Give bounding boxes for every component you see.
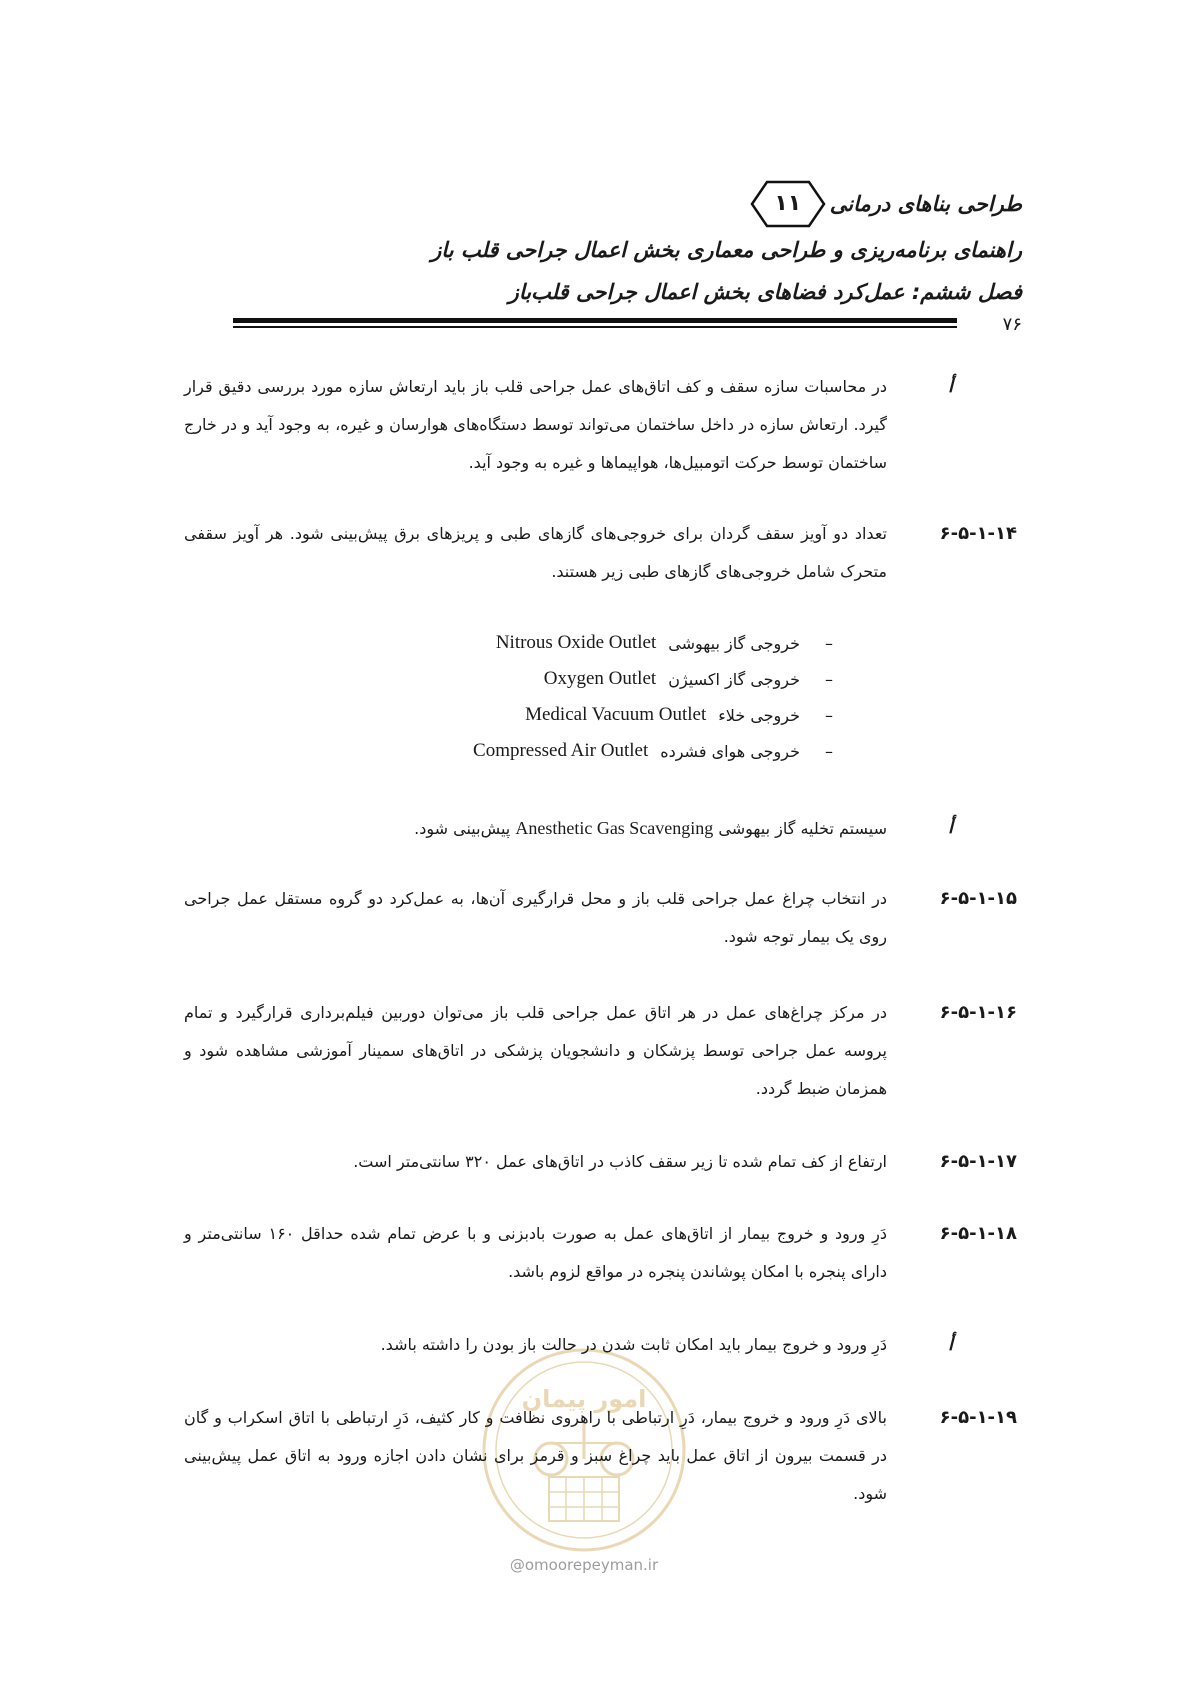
book-title: طراحی بناهای درمانی — [829, 192, 1022, 216]
clause-block — [184, 994, 1017, 1108]
page-number: ۷۶ — [1002, 314, 1022, 335]
chapter-title: فصل ششم: عمل‌کرد فضاهای بخش اعمال جراحی قلب‌باز — [508, 280, 1022, 304]
clause-block — [184, 1326, 1017, 1364]
clause-block — [184, 368, 1017, 482]
dash-bullet: – — [825, 669, 833, 689]
clause-text-after: پیش‌بینی شود. — [414, 819, 511, 838]
watermark-logo-text: امور پیمان — [521, 1385, 647, 1413]
clause-term-en: Anesthetic Gas Scavenging — [515, 818, 714, 838]
clause-text: در انتخاب چراغ عمل جراحی قلب باز و محل قرارگیری آن‌ها، به عمل‌کرد دو گروه مستقل عمل جراحی روی یک بیمار توجه شود. — [184, 889, 887, 946]
outlet-name-fa: خروجی گاز اکسیژن — [668, 669, 800, 689]
clause-text: در مرکز چراغ‌های عمل در هر اتاق عمل جراحی قلب باز می‌توان دوربین فیلم‌برداری قرارگیرد و تمام پروسه عمل جراحی توسط پزشکان و دانشجویان پزشکی در اتاق‌های سمینار آموزشی مشاهده شود و همزمان ضبط گردد. — [184, 1003, 887, 1098]
header-rule-thin — [233, 326, 957, 328]
watermark-site: @omoorepeyman.ir — [509, 1556, 659, 1574]
clause-text — [184, 809, 887, 848]
list-item — [184, 661, 836, 697]
gas-outlet-list — [184, 625, 1017, 769]
clause-number: ۶-۵-۱-۱۵ — [939, 888, 1017, 909]
clause-text: دَرِ ورود و خروج بیمار باید امکان ثابت شدن در حالت باز بودن را داشته باشد. — [380, 1335, 887, 1354]
clause-block — [184, 1143, 1017, 1181]
outlet-name-en: Compressed Air Outlet — [473, 740, 649, 761]
header-line-book — [431, 180, 1022, 228]
clause-block — [184, 1399, 1017, 1513]
clause-text: در محاسبات سازه سقف و کف اتاق‌های عمل جراحی قلب باز باید ارتعاش سازه مورد بررسی دقیق قرار گیرد. ارتعاش سازه در داخل ساختمان می‌تواند توسط دستگاه‌های هوارسان و غیره، به وجود آید و در خارج ساختمان توسط حرکت اتومبیل‌ها، هواپیماها و غیره به وجود آید. — [184, 377, 887, 472]
list-item — [184, 697, 836, 733]
clause-marker: أ — [947, 376, 953, 397]
dash-bullet: – — [825, 633, 833, 653]
clause-block — [184, 880, 1017, 956]
clause-number: ۶-۵-۱-۱۴ — [939, 523, 1017, 544]
running-header — [431, 180, 1022, 312]
outlet-name-fa: خروجی گاز بیهوشی — [668, 633, 800, 653]
dash-bullet: – — [825, 741, 833, 761]
clause-block — [184, 515, 1017, 591]
list-item — [184, 625, 836, 661]
clause-marker: أ — [947, 817, 953, 838]
clause-block — [184, 1215, 1017, 1291]
clause-text-before: سیستم تخلیه گاز بیهوشی — [718, 819, 887, 838]
clause-text: بالای دَرِ ورود و خروج بیمار، دَرِ ارتباطی با راهروی نظافت و کار کثیف، دَرِ ارتباطی با اتاق اسکراب و گان در قسمت بیرون از اتاق عمل باید چراغ سبز و قرمز برای نشان دادن اجازه ورود به اتاق عمل پیش‌بینی شود. — [184, 1408, 887, 1503]
clause-text: دَرِ ورود و خروج بیمار از اتاق‌های عمل به صورت بادبزنی و با عرض تمام شده حداقل ۱۶۰ سانتی‌متر و دارای پنجره با امکان پوشاندن پنجره در مواقع لزوم باشد. — [184, 1224, 887, 1281]
clause-number: ۶-۵-۱-۱۸ — [939, 1223, 1017, 1244]
clause-number: ۶-۵-۱-۱۶ — [939, 1002, 1017, 1023]
document-body — [184, 368, 1017, 1513]
clause-number: ۶-۵-۱-۱۹ — [939, 1407, 1017, 1428]
outlet-name-en: Oxygen Outlet — [543, 668, 657, 689]
volume-number: ۱۱ — [774, 191, 802, 216]
header-rule-thick — [233, 318, 957, 323]
clause-text: ارتفاع از کف تمام شده تا زیر سقف کاذب در اتاق‌های عمل ۳۲۰ سانتی‌متر است. — [353, 1152, 887, 1171]
volume-badge — [750, 179, 826, 229]
outlet-name-fa: خروجی هوای فشرده — [660, 741, 800, 761]
list-item — [184, 733, 836, 769]
clause-marker: أ — [947, 1334, 953, 1355]
clause-text: تعداد دو آویز سقف گردان برای خروجی‌های گازهای طبی و پریزهای برق پیش‌بینی شود. هر آویز سقفی متحرک شامل خروجی‌های گازهای طبی زیر هستند. — [184, 524, 887, 581]
outlet-name-en: Medical Vacuum Outlet — [525, 704, 707, 725]
clause-block — [184, 809, 1017, 848]
dash-bullet: – — [825, 705, 833, 725]
clause-number: ۶-۵-۱-۱۷ — [939, 1151, 1017, 1172]
outlet-name-en: Nitrous Oxide Outlet — [495, 632, 657, 653]
outlet-name-fa: خروجی خلاء — [718, 705, 800, 725]
guide-title: راهنمای برنامه‌ریزی و طراحی معماری بخش اعمال جراحی قلب باز — [431, 238, 1022, 262]
